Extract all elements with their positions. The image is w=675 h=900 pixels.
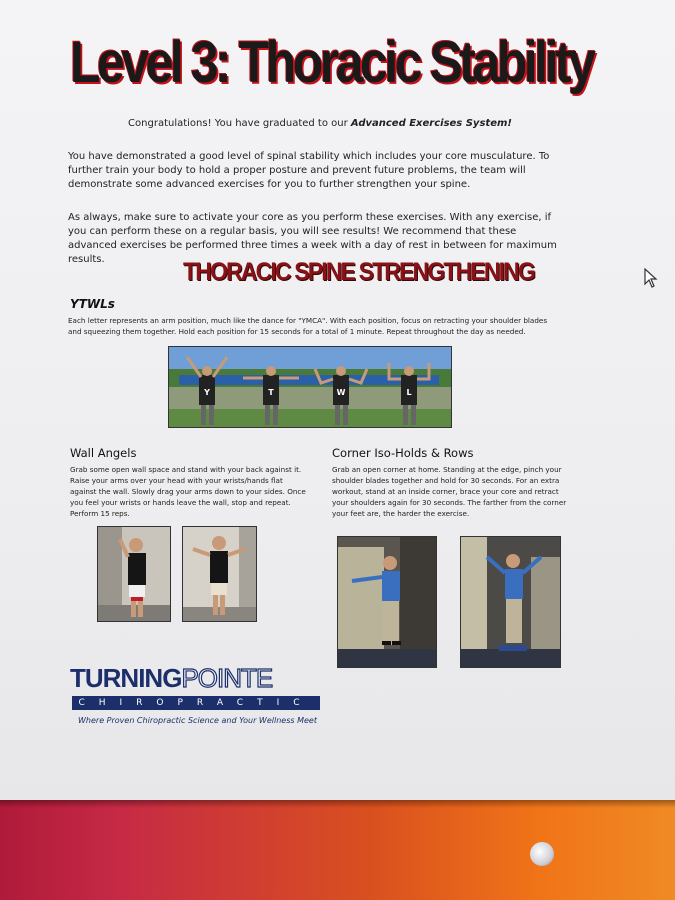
ytwls-description: Each letter represents an arm position, much like the dance for "YMCA". With each position, focus on retracting your shoulder blades and squeezing them together. Hold each position for 15 seconds for a total of 1 minute. Repeat throughout the day as needed. xyxy=(68,316,548,336)
wall-angels-photo-2 xyxy=(182,526,257,622)
desk-background xyxy=(0,800,675,900)
ytwls-heading: YTWLs xyxy=(70,297,115,311)
logo-word-outline: POINTE xyxy=(181,663,273,693)
page-title: Level 3: Thoracic Stability xyxy=(70,30,593,95)
logo-tagline: Where Proven Chiropractic Science and Your Wellness Meet xyxy=(78,716,317,725)
turningpointe-logo xyxy=(70,664,325,692)
congrats-emphasis: Advanced Exercises System! xyxy=(350,118,512,129)
corner-heading: Corner Iso-Holds & Rows xyxy=(332,446,474,460)
mouse-pointer-icon xyxy=(644,268,658,292)
corner-description: Grab an open corner at home. Standing at the edge, pinch your shoulder blades together and hold for 30 seconds. For an extra workout, stand at an inside corner, brace your core and retract your shoulders again for 30 seconds. The farther from the corner your feet are, the harder the exercise. xyxy=(332,465,567,518)
wall-angels-illustration-2 xyxy=(183,527,256,621)
wall-angels-illustration-1 xyxy=(98,527,170,621)
corner-photo-1 xyxy=(337,536,437,668)
corner-illustration-1 xyxy=(338,537,436,667)
ytwl-letter-4: L xyxy=(406,388,412,397)
ytwl-photo-illustration xyxy=(169,347,451,427)
wall-angels-photo-1 xyxy=(97,526,171,622)
corner-photo-2 xyxy=(460,536,561,668)
monitor-bezel-shadow xyxy=(0,800,675,808)
desk-knob xyxy=(530,842,554,866)
ytwl-letter-3: W xyxy=(336,388,346,397)
intro-paragraph: You have demonstrated a good level of spinal stability which includes your core musculature. To further train your body to hold a proper posture and prevent future problems, the team will demonstrate some advanced exercises for you to further strengthen your spine. xyxy=(68,151,550,190)
ytwl-letter-1: Y xyxy=(204,388,210,397)
section-title: THORACIC SPINE STRENGTHENING xyxy=(183,258,535,286)
congrats-text: Congratulations! You have graduated to our xyxy=(128,118,351,129)
logo-chiropractic-bar: CHIROPRACTIC xyxy=(72,696,320,710)
ytwl-letter-2: T xyxy=(268,388,274,397)
wall-angels-description: Grab some open wall space and stand with your back against it. Raise your arms over your head with your wrists/hands flat against the wall. Slowly drag your arms down to your sides. Once you feel your wrists or hands leave the wall, stop and repeat. Perform 15 reps. xyxy=(70,465,306,518)
congrats-line xyxy=(0,118,640,129)
wall-angels-heading: Wall Angels xyxy=(70,446,137,460)
corner-illustration-2 xyxy=(461,537,560,667)
ytwl-photo xyxy=(168,346,452,428)
core-paragraph: As always, make sure to activate your core as you perform these exercises. With any exercise, if you can perform these on a regular basis, you will see results! We recommend that these advanced exercises be performed three times a week with a day of rest in between for maximum results. xyxy=(68,212,557,265)
logo-word-bold: TURNING xyxy=(70,663,182,693)
